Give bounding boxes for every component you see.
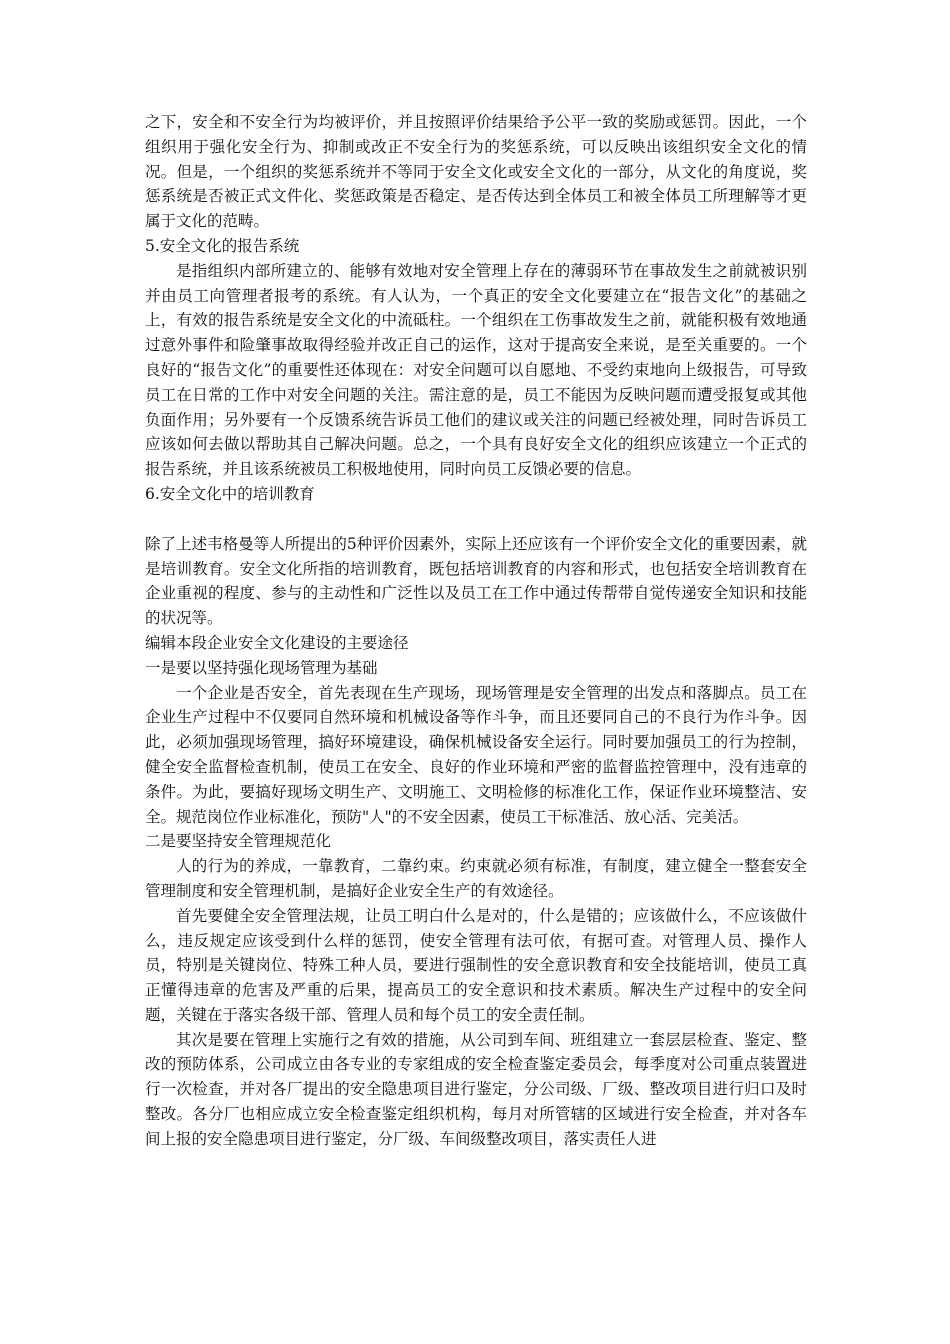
paragraph-reward-system: 之下，安全和不安全行为均被评价，并且按照评价结果给予公平一致的奖励或惩罚。因此，一个组织用于强化安全行为、抑制或改正不安全行为的奖惩系统，可以反映出该组织安全文化的情况。但是，一个组织的奖惩系统并不等同于安全文化或安全文化的一部分，从文化的角度说，奖惩系统是否被正式文件化、奖惩政策是否稳定、是否传达到全体员工和被全体员工所理解等才更属于文化的范畴。 xyxy=(145,113,807,231)
document-page xyxy=(145,110,807,1152)
heading-site-management: 一是要以坚持强化现场管理为基础 xyxy=(145,658,378,677)
paragraph-site-management: 一个企业是否安全，首先表现在生产现场，现场管理是安全管理的出发点和落脚点。员工在企业生产过程中不仅要同自然环境和机械设备等作斗争，而且还要同自己的不良行为作斗争。因此，必须加强现场管理，搞好环境建设，确保机械设备安全运行。同时要加强员工的行为控制，健全安全监督检查机制，使员工在安全、良好的作业环境和严密的监督监控管理中，没有违章的条件。为此，要搞好现场文明生产、文明施工、文明检修的标准化工作，保证作业环境整洁、安全。规范岗位作业标准化，预防"人"的不安全因素，使员工干标准活、放心活、完美活。 xyxy=(145,683,807,826)
heading-training-education: 6.安全文化中的培训教育 xyxy=(145,484,315,503)
paragraph-measures: 其次是要在管理上实施行之有效的措施，从公司到车间、班组建立一套层层检查、鉴定、整改的预防体系，公司成立由各专业的专家组成的安全检查鉴定委员会，每季度对公司重点装置进行一次检查，并对各厂提出的安全隐患项目进行鉴定，分公司级、厂级、整改项目进行归口及时整改。各分厂也相应成立安全检查鉴定组织机构，每月对所管辖的区域进行安全检查，并对各车间上报的安全隐患项目进行鉴定，分厂级、车间级整改项目，落实责任人进 xyxy=(145,1030,807,1148)
paragraph-behavior-constraint: 人的行为的养成，一靠教育，二靠约束。约束就必须有标准，有制度，建立健全一整套安全管理制度和安全管理机制，是搞好企业安全生产的有效途径。 xyxy=(145,857,807,900)
heading-reporting-system: 5.安全文化的报告系统 xyxy=(145,236,300,255)
paragraph-reporting-system: 是指组织内部所建立的、能够有效地对安全管理上存在的薄弱环节在事故发生之前就被识别并由员工向管理者报考的系统。有人认为，一个真正的安全文化要建立在“报告文化”的基础之上，有效的报告系统是安全文化的中流砥柱。一个组织在工伤事故发生之前，就能积极有效地通过意外事件和险肇事故取得经验并改正自己的运作，这对于提高安全来说，是至关重要的。一个良好的“报告文化”的重要性还体现在：对安全问题可以自愿地、不受约束地向上级报告，可导致员工在日常的工作中对安全问题的关注。需注意的是，员工不能因为反映问题而遭受报复或其他负面作用；另外要有一个反馈系统告诉员工他们的建议或关注的问题已经被处理，同时告诉员工应该如何去做以帮助其自己解决问题。总之，一个具有良好安全文化的组织应该建立一个正式的报告系统，并且该系统被员工积极地使用，同时向员工反馈必要的信息。 xyxy=(145,261,807,479)
blank-line xyxy=(145,507,807,532)
paragraph-training-education: 除了上述韦格曼等人所提出的5种评价因素外，实际上还应该有一个评价安全文化的重要因素，就是培训教育。安全文化所指的培训教育，既包括培训教育的内容和形式，也包括安全培训教育在企业重视的程度、参与的主动性和广泛性以及员工在工作中通过传帮带自觉传递安全知识和技能的状况等。 xyxy=(145,534,807,628)
heading-main-approaches: 编辑本段企业安全文化建设的主要途径 xyxy=(145,633,409,652)
paragraph-regulations: 首先要健全安全管理法规，让员工明白什么是对的，什么是错的；应该做什么，不应该做什么，违反规定应该受到什么样的惩罚，使安全管理有法可依，有据可查。对管理人员、操作人员，特别是关键岗位、特殊工种人员，要进行强制性的安全意识教育和安全技能培训，使员工真正懂得违章的危害及严重的后果，提高员工的安全意识和技术素质。解决生产过程中的安全问题，关键在于落实各级干部、管理人员和每个员工的安全责任制。 xyxy=(145,906,807,1024)
heading-standardization: 二是要坚持安全管理规范化 xyxy=(145,832,332,851)
